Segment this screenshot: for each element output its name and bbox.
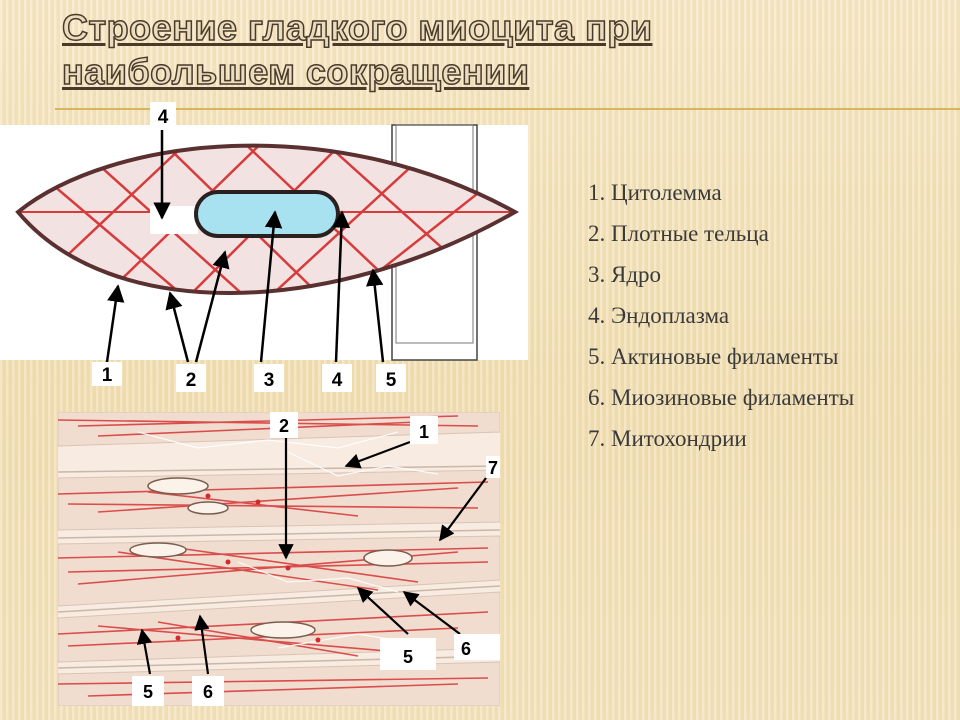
muscle-tissue-diagram (58, 412, 500, 706)
label-cytolemma: 1 (418, 422, 430, 442)
legend-item-cytolemma: 1. Цитолемма (588, 180, 722, 205)
label-actin-right: 5 (402, 647, 414, 667)
endoplasm-patch (150, 206, 198, 234)
legend-item-myosin-filaments: 6. Миозиновые филаменты (588, 385, 855, 410)
label-cytolemma: 1 (101, 365, 113, 386)
label-myosin-left: 6 (202, 682, 214, 702)
myocyte-diagram (0, 100, 528, 400)
legend-item-mitochondria: 7. Митохондрии (588, 426, 747, 451)
legend-item-endoplasm: 4. Эндоплазма (588, 303, 730, 328)
label-mitochondria: 7 (487, 458, 498, 478)
nucleus (196, 192, 338, 236)
label-nucleus: 3 (263, 370, 275, 391)
legend-item-actin-filaments: 5. Актиновые филаменты (588, 344, 839, 369)
legend-list (588, 172, 854, 459)
label-myosin-right: 6 (460, 639, 472, 659)
label-actin: 5 (385, 370, 397, 391)
legend-item-nucleus: 3. Ядро (588, 262, 662, 287)
label-endoplasm-top: 4 (157, 107, 169, 128)
label-endoplasm: 4 (331, 370, 343, 391)
legend-item-dense-bodies: 2. Плотные тельца (588, 221, 769, 246)
label-dense-bodies: 2 (278, 416, 290, 436)
label-dense-bodies: 2 (185, 370, 197, 391)
label-actin-left: 5 (142, 682, 154, 702)
slide-title: Строение гладкого миоцита при наибольшем сокращении (62, 7, 653, 92)
